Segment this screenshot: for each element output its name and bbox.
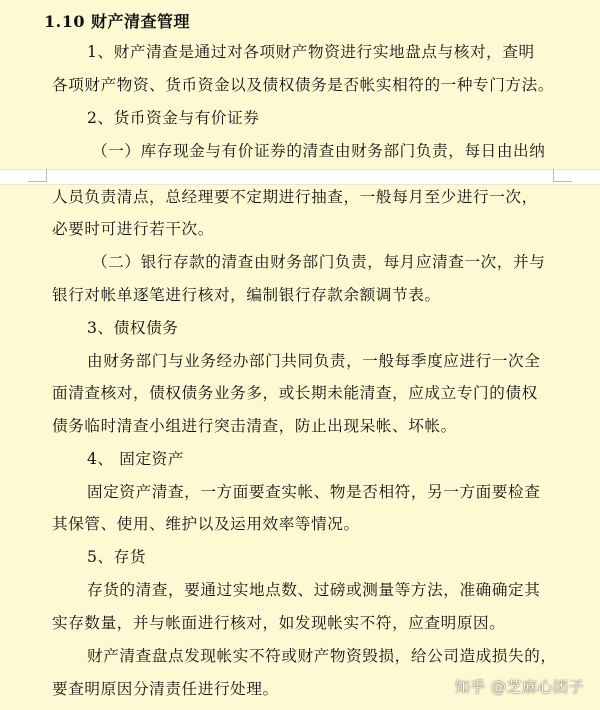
paragraph-line: 1、财产清查是通过对各项财产物资进行实地盘点与核对，查明 bbox=[87, 43, 535, 61]
paragraph-line: 财产清查盘点发现帐实不符或财产物资毁损，给公司造成损失的， bbox=[87, 647, 557, 665]
paragraph-line: （二）银行存款的清查由财务部门负责，每月应清查一次，并与 bbox=[92, 253, 546, 271]
paragraph-line: （一）库存现金与有价证券的清查由财务部门负责，每日由出纳 bbox=[92, 142, 546, 160]
subheading-line: 5、存货 bbox=[87, 548, 147, 566]
paragraph-line: 银行对帐单逐笔进行核对，编制银行存款余额调节表。 bbox=[52, 286, 441, 304]
section-heading: 1.10 财产清查管理 bbox=[44, 12, 191, 31]
paragraph-line: 固定资产清查，一方面要查实帐、物是否相符，另一方面要检查 bbox=[87, 483, 541, 501]
paragraph-line: 面清查核对，债权债务业务多，或长期未能清查，应成立专门的债权 bbox=[52, 384, 538, 402]
page-break bbox=[0, 169, 600, 185]
page-corner-mark-left bbox=[28, 169, 47, 182]
paragraph-line: 各项财产物资、货币资金以及债权债务是否帐实相符的一种专门方法。 bbox=[52, 76, 555, 94]
watermark: 知乎 @芝麻心团子 bbox=[454, 678, 584, 696]
subheading-line: 2、货币资金与有价证券 bbox=[87, 109, 260, 127]
page-break-edge bbox=[0, 169, 600, 170]
page-corner-mark-right bbox=[553, 169, 572, 182]
subheading-line: 3、债权债务 bbox=[87, 319, 179, 337]
paragraph-line: 债务临时清查小组进行突击清查，防止出现呆帐、坏帐。 bbox=[52, 417, 457, 435]
subheading-line: 4、 固定资产 bbox=[87, 450, 185, 468]
paragraph-line: 由财务部门与业务经办部门共同负责，一般每季度应进行一次全 bbox=[87, 352, 541, 370]
paragraph-line: 要查明原因分清责任进行处理。 bbox=[52, 680, 279, 698]
paragraph-line: 实存数量，并与帐面进行核对，如发现帐实不符，应查明原因。 bbox=[52, 614, 506, 632]
paragraph-line: 存货的清查，要通过实地点数、过磅或测量等方法，准确确定其 bbox=[87, 581, 541, 599]
paragraph-line: 必要时可进行若干次。 bbox=[52, 220, 214, 238]
paragraph-line: 人员负责清点，总经理要不定期进行抽查，一般每月至少进行一次， bbox=[52, 188, 538, 206]
paragraph-line: 其保管、使用、维护以及运用效率等情况。 bbox=[52, 515, 360, 533]
page-break-edge bbox=[0, 184, 600, 185]
